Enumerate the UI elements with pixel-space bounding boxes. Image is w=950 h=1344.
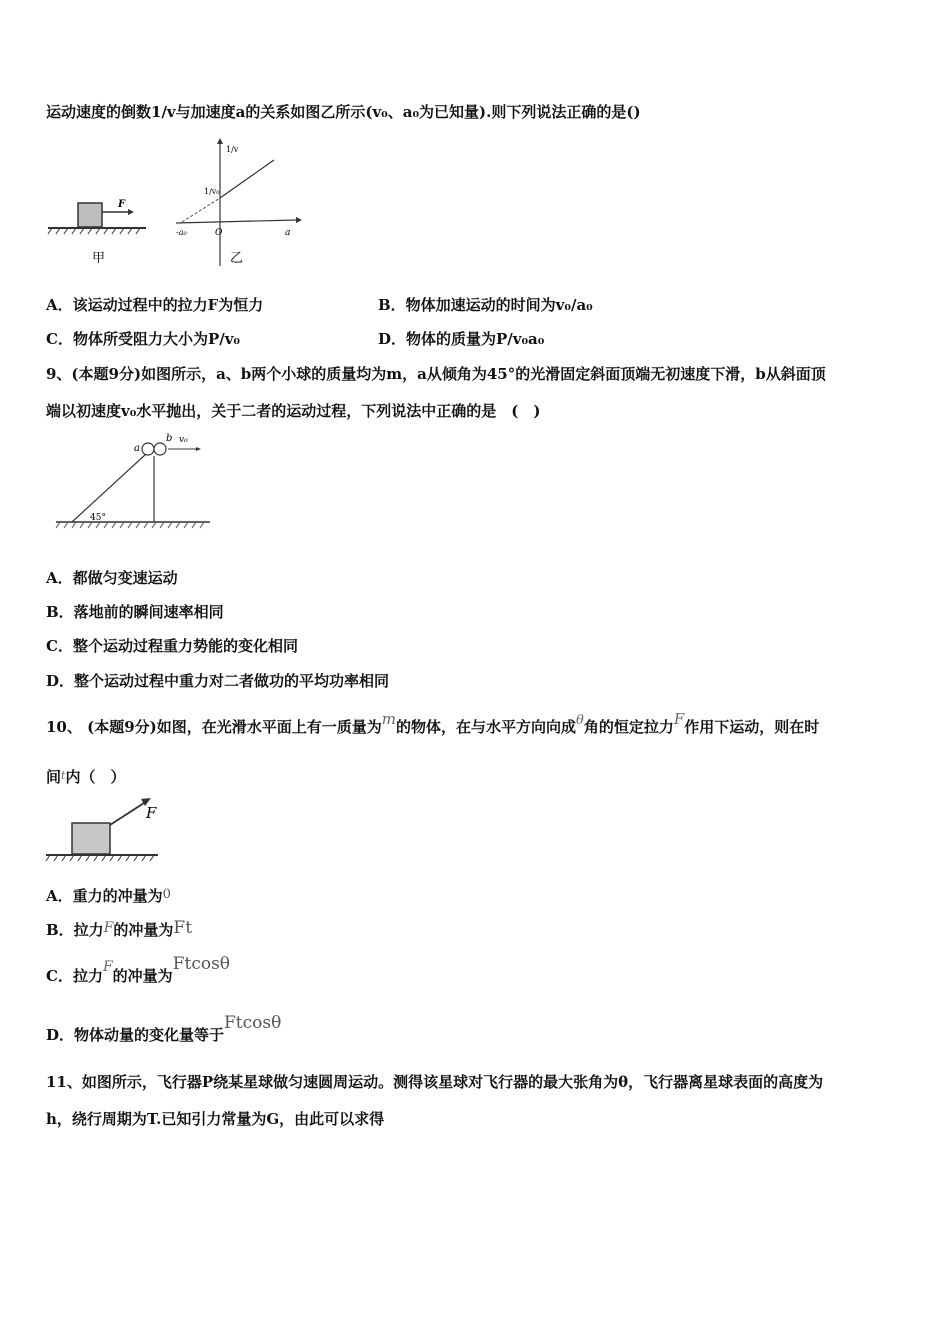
q9-stem-line1: 9、(本题9分)如图所示，a、b两个小球的质量均为m，a从倾角为45°的光滑固定斜面顶端无初速度下滑，b从斜面顶 <box>46 365 826 383</box>
q10-option-d-math: Ftcosθ <box>224 1013 282 1033</box>
q10-stem-part5: 间 <box>46 768 62 786</box>
q9-stem-line2: 端以初速度v₀水平抛出，关于二者的运动过程，下列说法中正确的是 ( ) <box>46 402 541 420</box>
q10-option-c-text2: 的冲量为 <box>112 967 173 985</box>
q10-figure <box>44 795 164 865</box>
q10-option-a-text: A．重力的冲量为 <box>46 887 163 905</box>
q10-stem-line2 <box>46 767 125 789</box>
q10-option-b <box>46 920 192 941</box>
q10-stem-line1 <box>46 710 820 739</box>
q10-option-a <box>46 886 171 908</box>
q8-option-c: C．物体所受阻力大小为P/v₀ <box>46 330 240 348</box>
q10-option-b-text1: B．拉力 <box>46 921 104 939</box>
q10-stem-part2: 的物体，在与水平方向向成 <box>395 718 576 736</box>
q10-option-c <box>46 954 231 987</box>
q10-figure-force-label: F <box>146 804 157 822</box>
q10-option-b-F: F <box>103 920 114 936</box>
q8-y-axis-label: 1/v <box>226 145 239 154</box>
q9-label-a: a <box>134 443 140 454</box>
q11-stem-line2: h，绕行周期为T.已知引力常量为G，由此可以求得 <box>46 1110 385 1128</box>
q8-stem: 运动速度的倒数1/v与加速度a的关系如图乙所示(v₀、a₀为已知量).则下列说法正确的是() <box>46 103 641 121</box>
q10-force-symbol: F <box>673 710 685 728</box>
q10-option-c-text1: C．拉力 <box>46 967 103 985</box>
q9-option-a: A．都做匀变速运动 <box>46 569 178 587</box>
q10-time-symbol: t <box>61 769 66 782</box>
q10-option-c-F: F <box>102 959 113 975</box>
q8-intercept-label: 1/v₀ <box>204 187 220 196</box>
q8-origin-label: O <box>215 228 223 238</box>
q11-stem-line1: 11、如图所示，飞行器P绕某星球做匀速圆周运动。测得该星球对飞行器的最大张角为θ，飞行器离星球表面的高度为 <box>46 1073 824 1091</box>
q8-neg-a0-label: -a₀ <box>176 228 187 237</box>
q9-figure <box>52 430 222 540</box>
q8-force-label: F <box>118 199 126 210</box>
q9-option-c: C．整个运动过程重力势能的变化相同 <box>46 637 298 655</box>
q8-option-d: D．物体的质量为P/v₀a₀ <box>378 330 545 348</box>
q8-figure-yi <box>170 136 305 271</box>
q8-x-axis-label: a <box>285 228 291 238</box>
q10-stem-part4: 作用下运动，则在时 <box>684 718 820 736</box>
q10-option-d-text: D．物体动量的变化量等于 <box>46 1026 225 1044</box>
q10-option-b-math: Ft <box>173 918 193 938</box>
q10-stem-part3: 角的恒定拉力 <box>583 718 674 736</box>
q10-option-c-math: Ftcosθ <box>172 954 231 974</box>
q9-label-b: b <box>166 433 173 444</box>
q8-option-b: B．物体加速运动的时间为v₀/a₀ <box>378 296 593 314</box>
q10-theta-symbol: θ <box>575 713 584 728</box>
q8-figure-jia <box>46 190 156 270</box>
q9-option-b: B．落地前的瞬间速率相同 <box>46 603 224 621</box>
q9-label-angle: 45° <box>90 513 106 523</box>
q8-option-a: A．该运动过程中的拉力F为恒力 <box>46 296 264 314</box>
q10-mass-symbol: m <box>381 710 396 728</box>
q8-yi-label: 乙 <box>230 251 244 266</box>
q10-option-a-math: 0 <box>162 887 171 902</box>
q9-option-d: D．整个运动过程中重力对二者做功的平均功率相同 <box>46 672 390 690</box>
q10-stem-part1: 10、 (本题9分)如图，在光滑水平面上有一质量为 <box>46 718 382 736</box>
q10-option-b-text2: 的冲量为 <box>113 921 174 939</box>
q8-jia-label: 甲 <box>92 251 106 266</box>
q9-label-v0: v₀ <box>179 435 188 445</box>
q10-stem-part6: 内（ ） <box>65 768 126 786</box>
q10-option-d <box>46 1013 282 1045</box>
